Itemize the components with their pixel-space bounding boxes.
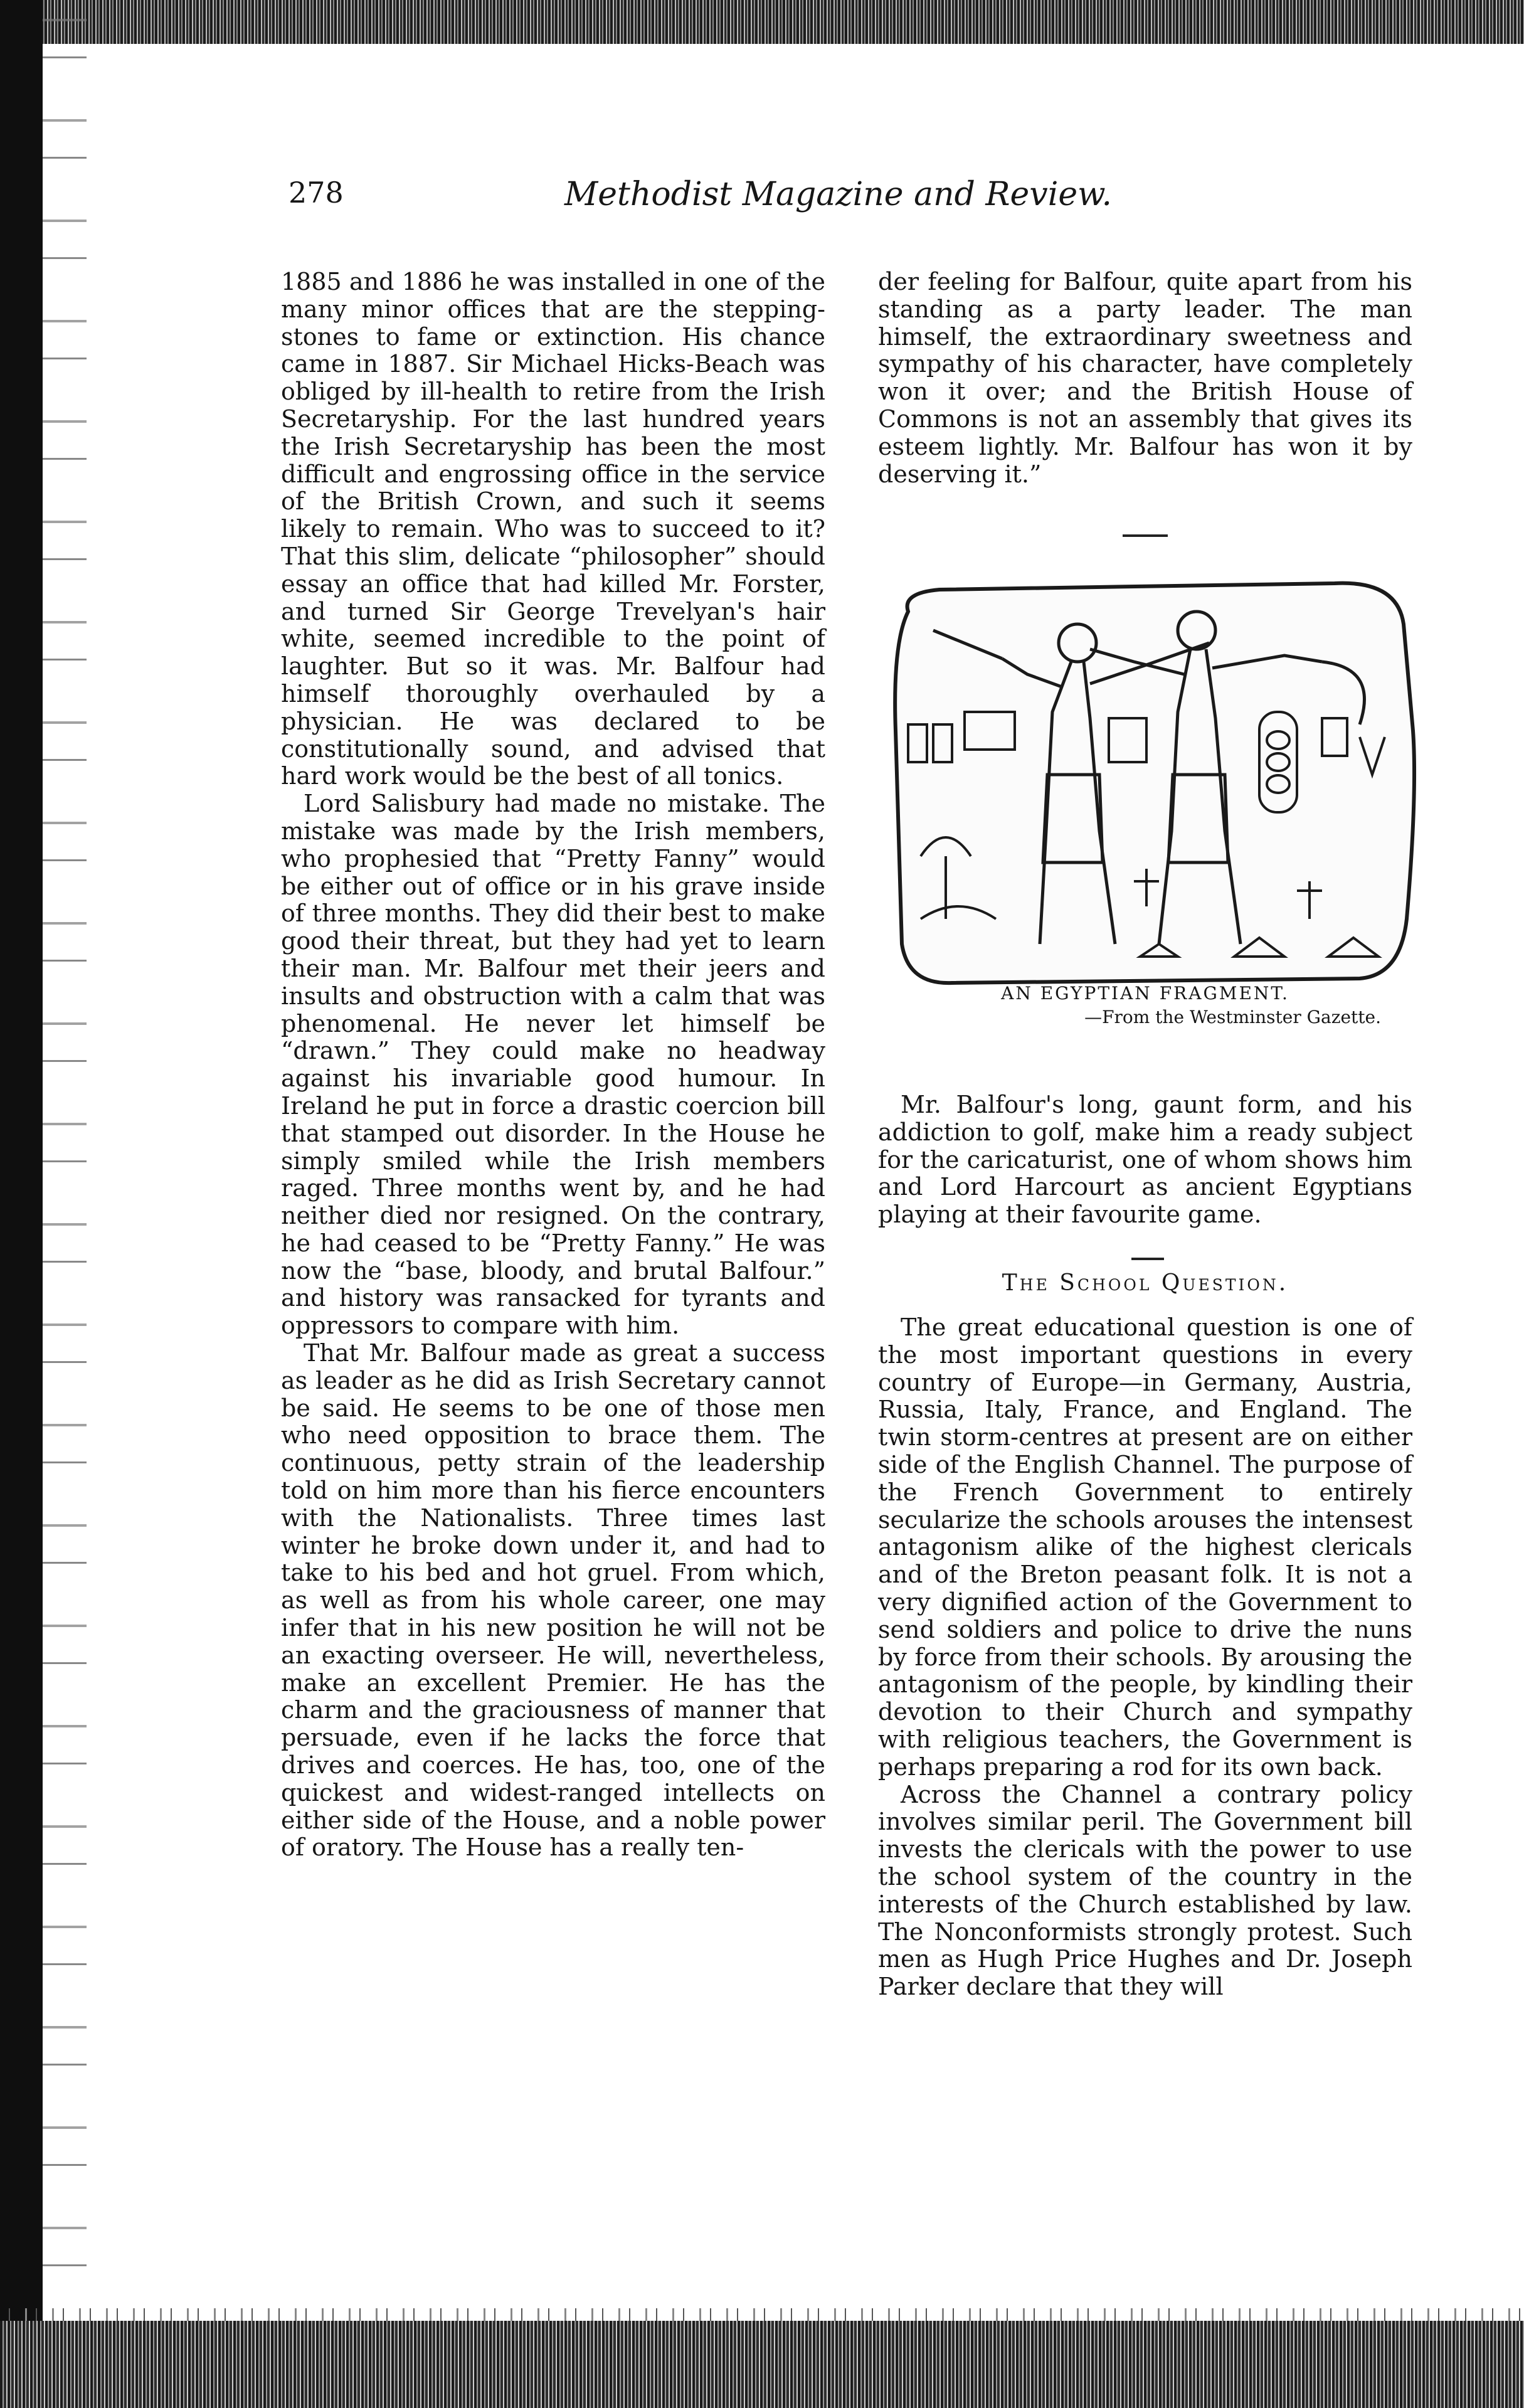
section-divider <box>1131 1258 1164 1260</box>
caption-credit: —From the Westminster Gazette. <box>1084 1007 1381 1027</box>
paragraph: der feeling for Balfour, quite apart from his standing as a party leader. The man himself, the extraordinary sweetness and sympathy of his character, have completely won it over; and the British House of Commons is not an assembly that gives its esteem lightly. Mr. Balfour has won it by deserving it.” <box>878 268 1412 488</box>
scan-edge-bottom-fringe <box>0 2308 1524 2321</box>
figure-caption <box>878 982 1412 1029</box>
section-divider <box>1123 534 1168 537</box>
paragraph: Across the Channel a contrary policy involves similar peril. The Government bill invests the clericals with the power to use the school system of the country in the interests of the Church established by law. The Nonconformists strongly protest. Such men as Hugh Price Hughes and Dr. Joseph Parker declare that they will <box>878 1780 1412 2001</box>
paragraph: Mr. Balfour's long, gaunt form, and his addiction to golf, make him a ready subject for the caricaturist, one of whom shows him and Lord Harcourt as ancient Egyptians playing at their favourite game. <box>878 1091 1412 1229</box>
paragraph: That Mr. Balfour made as great a success as leader as he did as Irish Secretary cannot be said. He seems to be one of those men who need opposition to brace them. The continuous, petty strain of the leadership told on him more than his fierce encounters with the Nationalists. Three times last winter he broke down under it, and had to take to his bed and hot gruel. From which, as well as from his whole career, one may infer that in his new position he will not be an exacting overseer. He will, nevertheless, make an excellent Premier. He has the charm and the graciousness of manner that persuade, even if he lacks the force that drives and coerces. He has, too, one of the quickest and widest-ranged intellects on either side of the House, and a noble power of oratory. The House has a really ten- <box>281 1339 825 1862</box>
paragraph: Lord Salisbury had made no mistake. The mistake was made by the Irish members, who prophesied that “Pretty Fanny” would be either out of office or in his grave inside of three months. They did their best to make good their threat, but they had yet to learn their man. Mr. Balfour met their jeers and insults and obstruction with a calm that was phenomenal. He never let himself be “drawn.” They could make no headway against his invariable good humour. In Ireland he put in force a drastic coercion bill that stamped out disorder. In the House he simply smiled while the Irish members raged. Three months went by, and he had neither died nor resigned. On the contrary, he had ceased to be “Pretty Fanny.” He was now the “base, bloody, and brutal Balfour.” and history was ransacked for tyrants and oppressors to compare with him. <box>281 790 825 1340</box>
scan-edge-top <box>0 0 1524 44</box>
egyptian-fragment-illustration <box>883 568 1417 994</box>
scan-edge-left-fringe <box>43 0 87 2408</box>
left-column <box>281 268 825 1862</box>
scan-edge-bottom <box>0 2321 1524 2408</box>
right-column-bottom <box>878 1314 1412 2001</box>
paragraph: 1885 and 1886 he was installed in one of the many minor offices that are the stepping-stones to fame or extinction. His chance came in 1887. Sir Michael Hicks-Beach was obliged by ill-health to retire from the Irish Secretaryship. For the last hundred years the Irish Secretaryship has been the most difficult and engrossing office in the service of the British Crown, and such it seems likely to remain. Who was to succeed to it? That this slim, delicate “philosopher” should essay an office that had killed Mr. Forster, and turned Sir George Trevelyan's hair white, seemed incredible to the point of laughter. But so it was. Mr. Balfour had himself thoroughly overhauled by a physician. He was declared to be constitutionally sound, and advised that hard work would be the best of all tonics. <box>281 268 825 790</box>
section-heading: The School Question. <box>1002 1270 1289 1296</box>
page-number: 278 <box>288 176 344 210</box>
page-header <box>288 176 1135 226</box>
scan-edge-left <box>0 0 43 2408</box>
caption-title: AN EGYPTIAN FRAGMENT. <box>1001 983 1289 1004</box>
right-column-top <box>878 268 1412 488</box>
running-title: Methodist Magazine and Review. <box>564 176 1112 213</box>
right-column-middle <box>878 1091 1412 1229</box>
paragraph: The great educational question is one of the most important questions in every country of Europe—in Germany, Austria, Russia, Italy, France, and England. The twin storm-centres at present are on either side of the English Channel. The purpose of the French Government to entirely secularize the schools arouses the intensest antagonism alike of the highest clericals and of the Breton peasant folk. It is not a very dignified action of the Government to send soldiers and police to drive the nuns by force from their schools. By arousing the antagonism of the people, by kindling their devotion to their Church and sympathy with religious teachers, the Government is perhaps preparing a rod for its own back. <box>878 1313 1412 1781</box>
